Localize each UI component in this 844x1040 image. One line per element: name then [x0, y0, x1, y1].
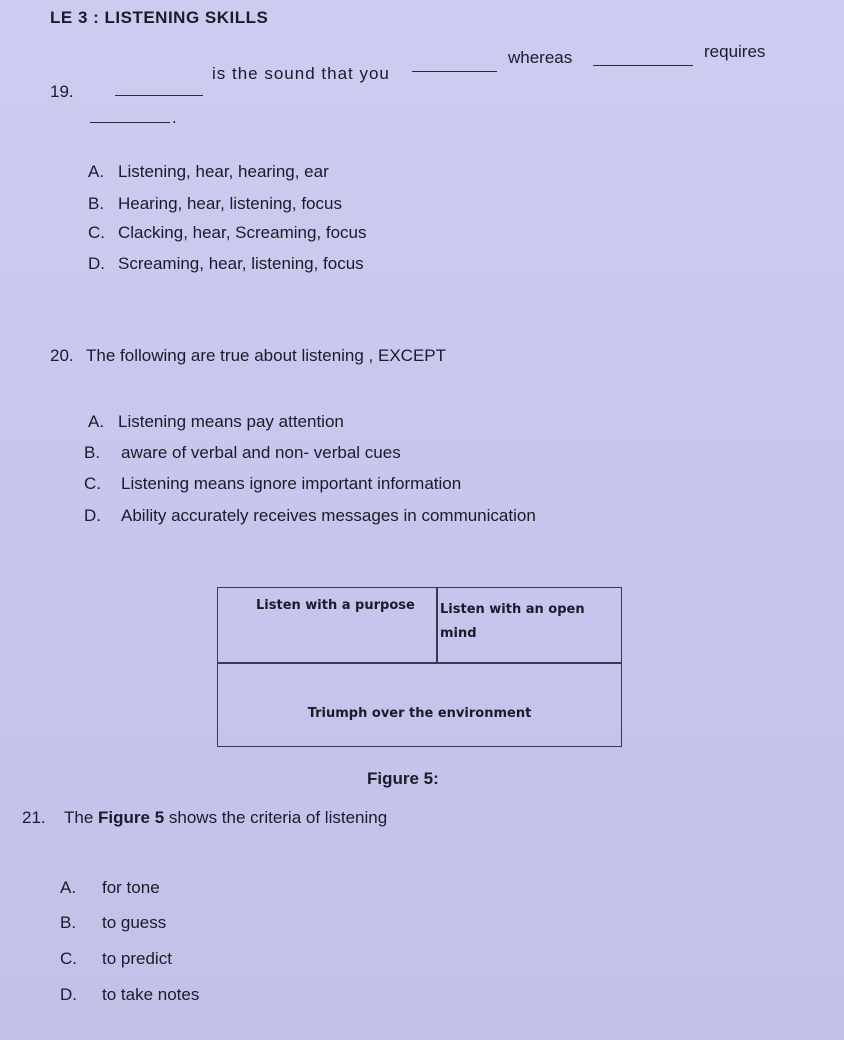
option-text: Hearing, hear, listening, focus	[118, 194, 342, 213]
question-end: .	[172, 108, 177, 127]
option-text: Listening means pay attention	[118, 412, 344, 431]
option-text: Screaming, hear, listening, focus	[118, 254, 364, 273]
option-d	[88, 254, 364, 274]
option-c	[88, 223, 367, 243]
option-a	[88, 412, 344, 432]
answer-blank-2	[412, 70, 497, 72]
question-text-pre: The	[64, 808, 94, 827]
option-text: for tone	[102, 878, 160, 897]
figure-reference: Figure 5	[98, 808, 165, 827]
option-c	[84, 474, 461, 494]
table-cell-purpose: Listen with a purpose	[256, 598, 415, 613]
section-title: LE 3 : LISTENING SKILLS	[50, 8, 269, 27]
option-text: to take notes	[102, 985, 200, 1004]
option-text: to predict	[102, 949, 172, 968]
question-text	[64, 808, 387, 828]
option-letter: B.	[88, 194, 105, 213]
option-letter: B.	[60, 913, 77, 932]
option-letter: D.	[88, 254, 105, 273]
option-d	[84, 506, 536, 526]
table-divider	[218, 662, 621, 664]
option-text: aware of verbal and non- verbal cues	[121, 443, 401, 462]
answer-blank-4	[90, 121, 170, 123]
option-text: to guess	[102, 913, 167, 932]
option-text: Ability accurately receives messages in communication	[121, 506, 536, 525]
question-text-c: requires	[704, 42, 766, 61]
table-cell-open-mind: Listen with an open mind	[440, 602, 585, 641]
question-number: 21.	[22, 808, 46, 827]
option-letter: B.	[84, 443, 101, 462]
option-c	[60, 949, 172, 969]
option-letter: C.	[60, 949, 77, 968]
option-b	[84, 443, 401, 463]
question-number: 19.	[50, 82, 74, 101]
figure-caption: Figure 5:	[367, 769, 439, 788]
table-cell-environment: Triumph over the environment	[307, 706, 532, 721]
option-b	[60, 913, 166, 933]
option-letter: C.	[84, 474, 101, 493]
answer-blank-1	[115, 94, 203, 96]
question-number: 20.	[50, 346, 74, 365]
option-a	[60, 878, 160, 898]
option-letter: A.	[88, 412, 105, 431]
figure-table	[217, 587, 622, 747]
option-letter: C.	[88, 223, 105, 242]
option-letter: A.	[88, 162, 105, 181]
table-divider	[436, 588, 438, 663]
option-text: Listening means ignore important information	[121, 474, 462, 493]
question-text-post: shows the criteria of listening	[168, 808, 388, 827]
question-text-a: is the sound that you	[212, 64, 390, 83]
question-text-b: whereas	[508, 48, 573, 67]
option-text: Listening, hear, hearing, ear	[118, 162, 329, 181]
option-b	[88, 194, 342, 214]
option-a	[88, 162, 329, 182]
question-text: The following are true about listening , EXCEPT	[86, 346, 447, 365]
option-letter: D.	[84, 506, 101, 525]
option-text: Clacking, hear, Screaming, focus	[118, 223, 367, 242]
option-letter: A.	[60, 878, 77, 897]
option-d	[60, 985, 199, 1005]
answer-blank-3	[593, 64, 693, 66]
option-letter: D.	[60, 985, 77, 1004]
